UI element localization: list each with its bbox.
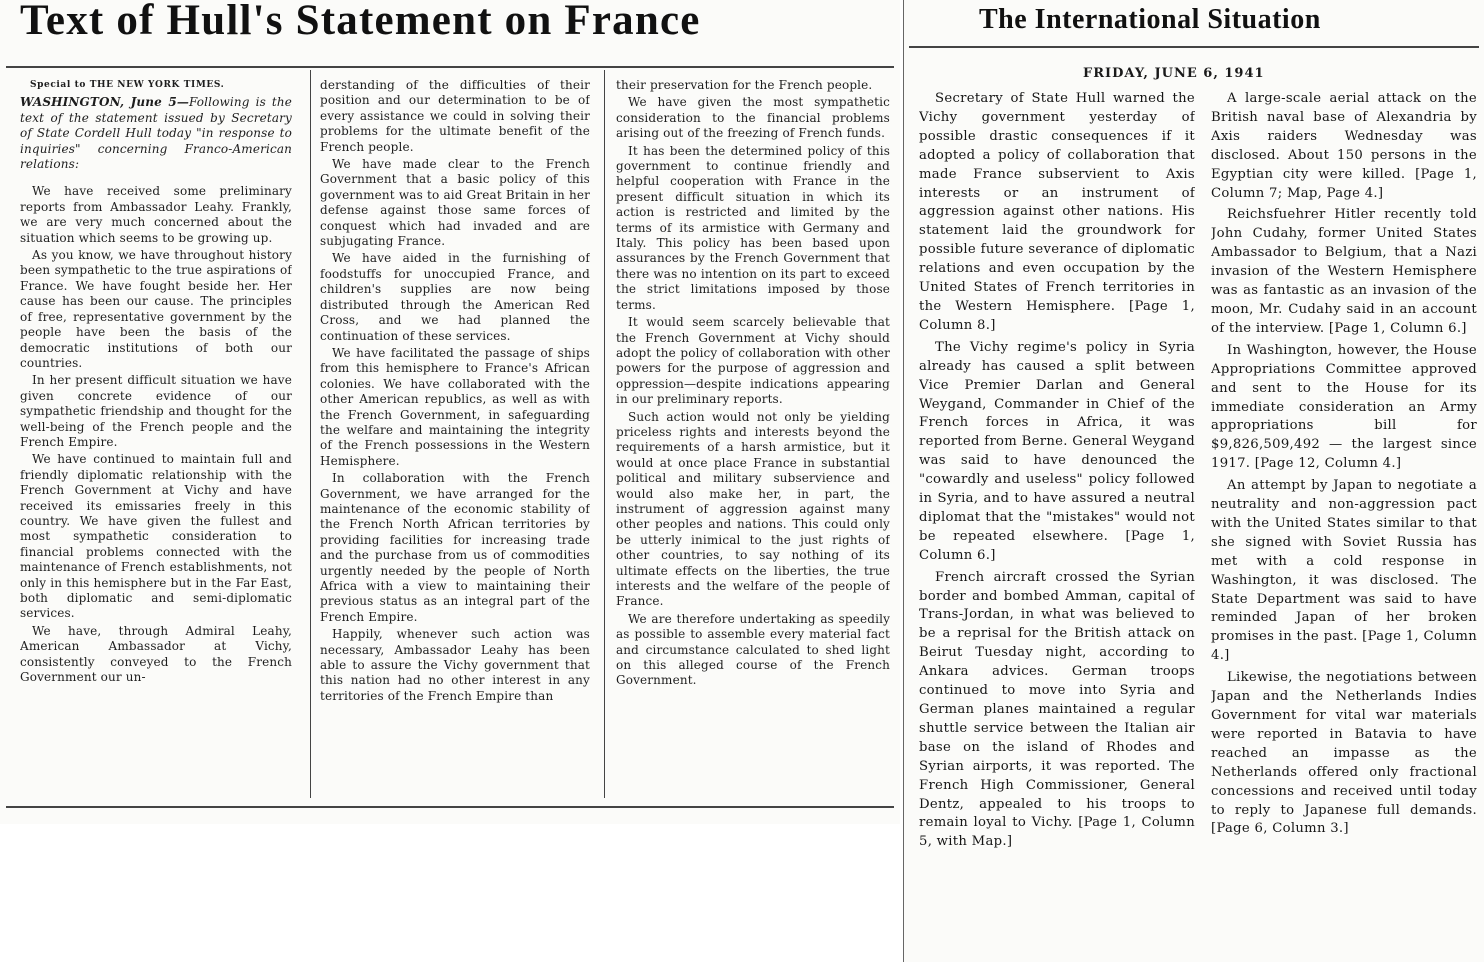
statement-column-2: [320, 78, 590, 800]
statement-column-1: [20, 78, 292, 800]
statement-column-3: [616, 78, 890, 800]
paragraph: It has been the determined policy of this government to continue friendly and helpful cooperation with France in the present difficult situation in which its action is restricted and limited by the terms of its armistice with Germany and Italy. This policy has been based upon assurances by the French Government that there was no intention on its part to exceed the strict limitations imposed by those terms.: [616, 143, 890, 312]
clipping-edge: [903, 0, 904, 962]
paragraph: It would seem scarcely believable that the French Government at Vichy should adopt the policy of collaboration with other powers for the purpose of aggression and oppression—despite indications appearing in our preliminary reports.: [616, 315, 890, 407]
headline-international-situation: The International Situation: [979, 4, 1321, 35]
headline-hull-statement: Text of Hull's Statement on France: [20, 0, 701, 44]
special-line: Special to THE NEW YORK TIMES.: [30, 80, 225, 90]
column-rule-2: [604, 70, 605, 798]
paragraph: We have continued to maintain full and friendly diplomatic relationship with the French Government at Vichy and have received its emissaries freely in this country. We have given the fullest and most sympathetic consideration to financial problems connected with the maintenance of French establishments, not only in this hemisphere but in the Far East, both diplomatic and semi-diplomatic services.: [20, 452, 292, 621]
paragraph: We are therefore undertaking as speedily as possible to assemble every material fact and circumstance calculated to shed light on this alleged course of the French Government.: [616, 611, 890, 688]
paragraph: In collaboration with the French Government, we have arranged for the maintenance of the economic stability of the French North African territories by providing facilities for increasing trade and the purchase from us of commodities urgently needed by the people of North Africa with a view to maintaining their previous status as an integral part of the French Empire.: [320, 471, 590, 624]
intro-text: Following is the text of the statement issued by Secretary of State Cordell Hull today "in response to inquiries" concerning Franco-American relations:: [20, 95, 292, 172]
paragraph: A large-scale aerial attack on the British naval base of Alexandria by Axis raiders Wednesday was disclosed. About 150 persons in the Egyptian city were killed. [Page 1, Column 7; Map, Page 4.]: [1211, 91, 1477, 201]
situation-column-1: [919, 90, 1195, 956]
paragraph: their preservation for the French people.: [616, 78, 873, 92]
paragraph: Such action would not only be yielding priceless rights and interests beyond the requirements of a harsh armistice, but it would at once place France in substantial political and military subservience and would also make her, in part, the instrument of aggression against many other peoples and nations. This could only be utterly inimical to the just rights of other countries, to say nothing of its ultimate effects on the liberties, the true interests and the welfare of the people of France.: [616, 409, 890, 609]
paragraph: The Vichy regime's policy in Syria already has caused a split between Vice Premier Darlan and General Weygand, Commander in Chief of the French forces in Africa, it was reported from Berne. General Weygand was said to have denounced the "cowardly and useless" policy followed in Syria, and to have assured a neutral diplomat that the "mistakes" would not be repeated elsewhere. [Page 1, Column 6.]: [919, 339, 1195, 563]
headline-rule: [6, 66, 894, 68]
paragraph: We have given the most sympathetic consideration to the financial problems arising out of the freezing of French funds.: [616, 95, 890, 141]
international-situation-clipping: [903, 0, 1484, 962]
dateline: FRIDAY, JUNE 6, 1941: [1083, 66, 1265, 81]
paragraph: In Washington, however, the House Appropriations Committee approved and sent to the House for its immediate consideration an Army appropriations bill for $9,826,509,492 — the largest since 1917. [Page 12, Column 4.]: [1211, 342, 1477, 472]
paragraph: derstanding of the difficulties of their position and our determination to be of every assistance we could in solving their problems for the ultimate benefit of the French people.: [320, 78, 590, 154]
column-rule-1: [310, 70, 311, 798]
intro-paragraph: [20, 95, 292, 172]
paragraph: We have received some preliminary reports from Ambassador Leahy. Frankly, we are very much concerned about the situation which seems to be growing up.: [20, 184, 292, 245]
headline-rule: [909, 46, 1479, 48]
paragraph: We have facilitated the passage of ships from this hemisphere to France's African colonies. We have collaborated with the other American republics, as well as with the French Government, in safeguarding the welfare and maintaining the integrity of the French possessions in the Western Hemisphere.: [320, 345, 590, 468]
paragraph: We have, through Admiral Leahy, American Ambassador at Vichy, consistently conveyed to the French Government our un-: [20, 623, 292, 685]
paragraph: French aircraft crossed the Syrian border and bombed Amman, capital of Trans-Jordan, in what was believed to be a reprisal for the British attack on Beirut Tuesday night, according to Ankara advices. German troops continued to move into Syria and German planes maintained a regular shuttle service between the Italian air base on the island of Rhodes and Syrian airports, it was reported. The French High Commissioner, General Dentz, appealed to his troops to remain loyal to Vichy. [Page 1, Column 5, with Map.]: [919, 569, 1195, 850]
paragraph: Secretary of State Hull warned the Vichy government yesterday of possible drastic consequences if it adopted a policy of collaboration that made France subservient to Axis interests or an instrument of aggression against other nations. His statement laid the groundwork for possible future severance of diplomatic relations and even occupation by the United States of French territories in the Western Hemisphere. [Page 1, Column 8.]: [919, 91, 1195, 333]
paragraph: In her present difficult situation we have given concrete evidence of our sympathetic friendship and thought for the well-being of the French people and the French Empire.: [20, 373, 292, 449]
paragraph: As you know, we have throughout history been sympathetic to the true aspirations of France. We have fought beside her. Her cause has been our cause. The principles of free, representative government by the people have been the basis of the democratic institutions of both our countries.: [20, 248, 292, 370]
paragraph: We have aided in the furnishing of foodstuffs for unoccupied France, and children's supplies are now being distributed through the American Red Cross, and we had planned the continuation of these services.: [320, 251, 590, 343]
paragraph: Likewise, the negotiations between Japan and the Netherlands Indies Government for vital war materials were reported in Batavia to have reached an impasse as the Netherlands offered only fractional concessions and received until today to reply to Japanese full demands. [Page 6, Column 3.]: [1211, 670, 1477, 837]
bottom-rule: [6, 806, 894, 808]
paragraph: An attempt by Japan to negotiate a neutrality and non-aggression pact with the United States similar to that she signed with Soviet Russia has met with a cold response in Washington, it was disclosed. The State Department was said to have reminded Japan of her broken promises in the past. [Page 1, Column 4.]: [1211, 478, 1477, 664]
paragraph: We have made clear to the French Government that a basic policy of this government was to aid Great Britain in her defense against those same forces of conquest which had invaded and are subjugating France.: [320, 157, 590, 249]
paragraph: Reichsfuehrer Hitler recently told John Cudahy, former United States Ambassador to Belgium, that a Nazi invasion of the Western Hemisphere was as fantastic as an invasion of the moon, Mr. Cudahy said in an account of the interview. [Page 1, Column 6.]: [1211, 207, 1477, 336]
paragraph: Happily, whenever such action was necessary, Ambassador Leahy has been able to assure the Vichy government that this nation had no other interest in any territories of the French Empire than: [320, 627, 590, 703]
intro-location: WASHINGTON, June 5—: [20, 95, 189, 110]
situation-column-2: [1211, 90, 1477, 956]
